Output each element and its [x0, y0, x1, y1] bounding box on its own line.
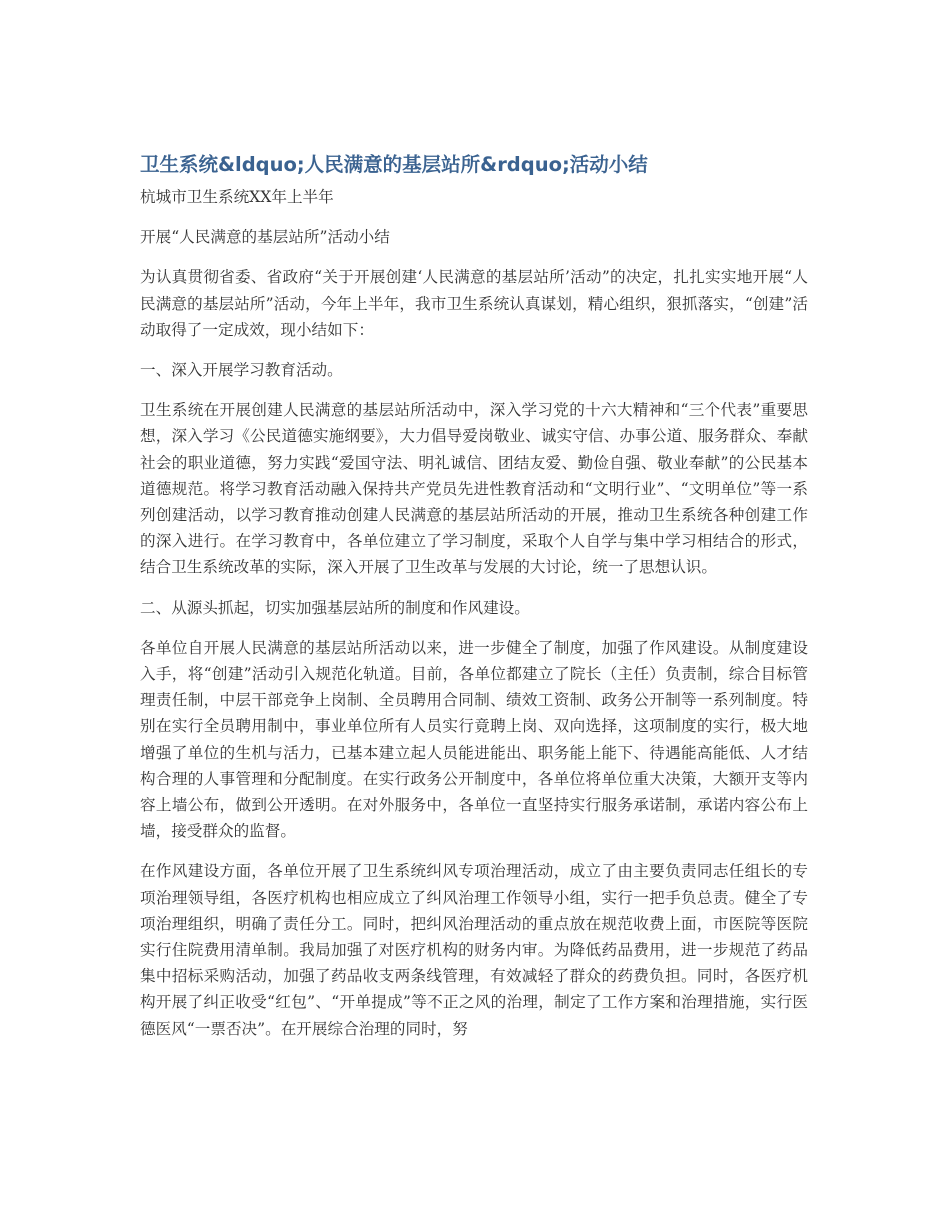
paragraph-intro: 为认真贯彻省委、省政府“关于开展创建‘人民满意的基层站所’活动”的决定，扎扎实实地开展“人民满意的基层站所”活动，今年上半年，我市卫生系统认真谋划，精心组织，狠抓落实，“创建”活动取得了一定成效，现小结如下： — [140, 268, 808, 339]
document-title: 卫生系统&ldquo;人民满意的基层站所&rdquo;活动小结 — [140, 153, 648, 176]
document-subtitle: 杭城市卫生系统XX年上半年 — [140, 188, 334, 206]
document-page — [140, 148, 808, 1042]
section-heading-1: 一、深入开展学习教育活动。 — [140, 361, 343, 380]
paragraph-section-1: 卫生系统在开展创建人民满意的基层站所活动中，深入学习党的十六大精神和“三个代表”重要思想，深入学习《公民道德实施纲要》，大力倡导爱岗敬业、诚实守信、办事公道、服务群众、奉献社会的职业道德，努力实践“爱国守法、明礼诚信、团结友爱、勤俭自强、敬业奉献”的公民基本道德规范。将学习教育活动融入保持共产党员先进性教育活动和“文明行业”、“文明单位”等一系列创建活动，以学习教育推动创建人民满意的基层站所活动的开展，推动卫生系统各种创建工作的深入进行。在学习教育中，各单位建立了学习制度，采取个人自学与集中学习相结合的形式，结合卫生系统改革的实际，深入开展了卫生改革与发展的大讨论，统一了思想认识。 — [140, 401, 808, 577]
paragraph-section-2: 各单位自开展人民满意的基层站所活动以来，进一步健全了制度，加强了作风建设。从制度建设入手，将“创建”活动引入规范化轨道。目前，各单位都建立了院长（主任）负责制，综合目标管理责任制，中层干部竞争上岗制、全员聘用合同制、绩效工资制、政务公开制等一系列制度。特别在实行全员聘用制中，事业单位所有人员实行竟聘上岗、双向选择，这项制度的实行，极大地增强了单位的生机与活力，已基本建立起人员能进能出、职务能上能下、待遇能高能低、人才结构合理的人事管理和分配制度。在实行政务公开制度中，各单位将单位重大决策，大额开支等内容上墙公布，做到公开透明。在对外服务中，各单位一直坚持实行服务承诺制，承诺内容公布上墙，接受群众的监督。 — [140, 638, 808, 841]
paragraph-section-2-work-style: 在作风建设方面，各单位开展了卫生系统纠风专项治理活动，成立了由主要负责同志任组长的专项治理领导组，各医疗机构也相应成立了纠风治理工作领导小组，实行一把手负总责。健全了专项治理组织，明确了责任分工。同时，把纠风治理活动的重点放在规范收费上面，市医院等医院实行住院费用清单制。我局加强了对医疗机构的财务内审。为降低药品费用，进一步规范了药品集中招标采购活动，加强了药品收支两条线管理，有效减轻了群众的药费负担。同时，各医疗机构开展了纠正收受“红包”、“开单提成”等不正之风的治理，制定了工作方案和治理措施，实行医德医风“一票否决”。在开展综合治理的同时，努 — [140, 862, 808, 1038]
paragraph-heading: 开展“人民满意的基层站所”活动小结 — [140, 228, 390, 247]
section-heading-2: 二、从源头抓起，切实加强基层站所的制度和作风建设。 — [140, 598, 530, 617]
